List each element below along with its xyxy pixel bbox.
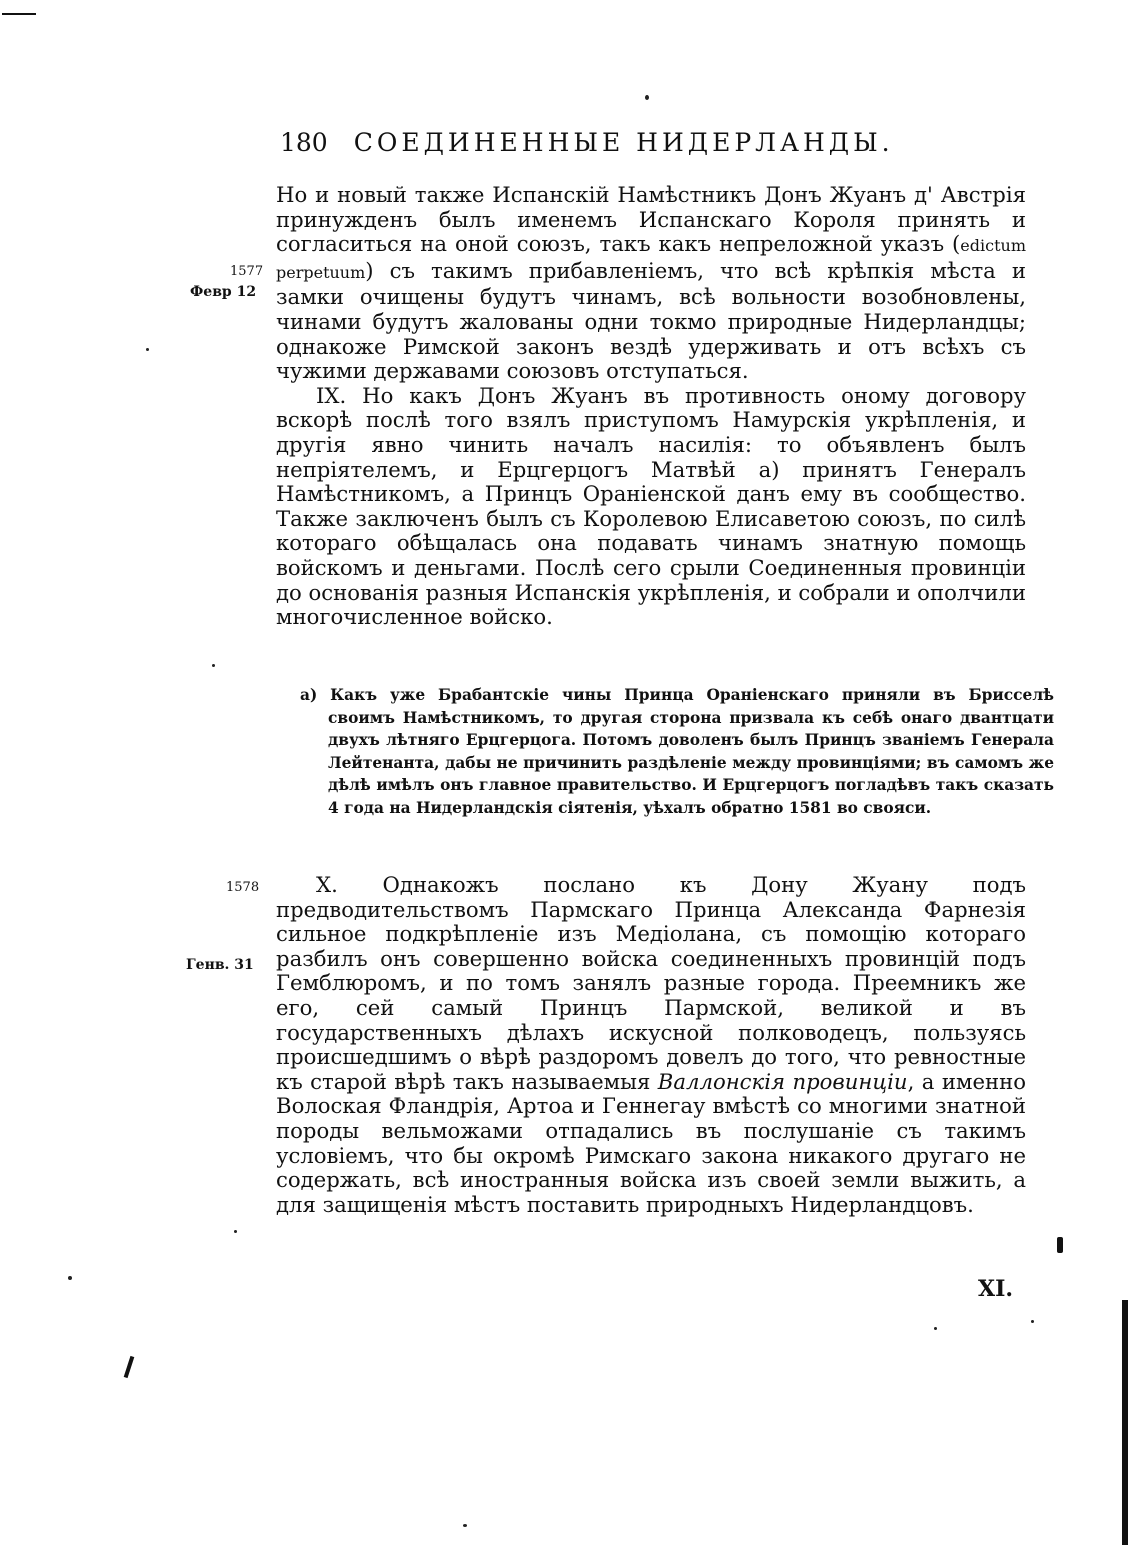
ink-mark <box>1057 1237 1063 1253</box>
margin-year-1577: 1577 <box>230 264 264 279</box>
main-text-block-continued <box>276 873 1026 1217</box>
italic-phrase: Валлонскiя провинцiи <box>657 1068 908 1094</box>
ink-speck <box>234 1230 237 1233</box>
margin-date-feb-12: Февр 12 <box>190 284 257 300</box>
margin-year-1578: 1578 <box>226 880 260 895</box>
paragraph-3: X. Однакожъ послано къ Дону Жуану подъ предводительствомъ Пармскаго Принца Александа Фарнезiя сильное подкрѣпленiе изъ Медiолана, съ помощiю котораго разбилъ онъ совершенно войска соединенныхъ провинцiй подъ Гемблюромъ, и по томъ занялъ разные города. Преемникъ же его, сей самый Принцъ Пармской, великой и въ государственныхъ дѣлахъ искусной полководецъ, пользуясь происшедшимъ о вѣрѣ раздоромъ довелъ до того, что ревностные къ старой вѣрѣ такъ называемыя Валлонскiя провинцiи, а именно Волоская Фландрiя, Артоа и Геннегау вмѣстѣ со многими знатной породы вельможами отпадались въ послушанiе съ такимъ условiемъ, что бы окромѣ Римскаго закона никакого другаго не содержать, всѣ иностранныя войска изъ своей земли выжить, а для защищенiя мѣстъ поставить природныхъ Нидерландцовъ. <box>276 872 1026 1217</box>
paragraph-2: IX. Но какъ Донъ Жуанъ въ противность оному договору вскорѣ послѣ того взялъ приступомъ Намурскiя укрѣпленiя, и другiя явно чинить началъ насилiя: то объявленъ былъ непрiятелемъ, и Ерцгерцогъ Матвѣй а) принятъ Генералъ Намѣстникомъ, а Принцъ Оранiенской данъ ему въ сообщество. Также заключенъ былъ съ Королевою Елисаветою союзъ, по силѣ котораго обѣщалась она подавать чинамъ знатную помощь войскомъ и деньгами. Послѣ сего срыли Соединенныя провинцiи до основанiя разныя Испанскiя укрѣпленiя, и собрали и ополчили многочисленное войско. <box>276 382 1026 630</box>
catchword: XI. <box>978 1276 1014 1302</box>
ink-mark <box>124 1356 135 1378</box>
ink-speck <box>68 1276 72 1280</box>
page-edge-shadow <box>1122 1300 1128 1545</box>
paragraph-1: Но и новый также Испанскiй Намѣстникъ Донъ Жуанъ д' Австрiя принужденъ былъ именемъ Испанскаго Короля принять и согласиться на оной союзъ, такъ какъ непреложной указъ (edictum perpetuum) съ такимъ прибавленiемъ, что всѣ крѣпкiя мѣста и замки очищены будутъ чинамъ, всѣ вольности возобновлены, чинами будутъ жалованы одни токмо природные Нидерландцы; однакоже Римской законъ вездѣ удерживать и отъ всѣхъ съ чужими державами союзовъ отступаться. <box>276 182 1026 384</box>
margin-date-jan-31: Генв. 31 <box>186 957 254 973</box>
header-title: СОЕДИНЕННЫЕ НИДЕРЛАНДЫ. <box>353 128 894 157</box>
ink-speck <box>934 1327 937 1330</box>
latin-phrase: edictum perpetuum <box>276 236 1026 282</box>
ink-speck <box>212 664 215 667</box>
footnote-a: а) Какъ уже Брабантскiе чины Принца Оранiенскаго приняли въ Брисселѣ своимъ Намѣстникомъ, то другая сторона призвала къ себѣ онаго двантцати двухъ лѣтняго Ерцгерцога. Потомъ доволенъ былъ Принцъ званiемъ Генерала Лейтенанта, дабы не причинить раздѣленiе между провинцiями; въ самомъ же дѣлѣ имѣлъ онъ главное правительство. И Ерцгерцогъ погладѣвъ такъ сказать 4 года на Нидерландскiя сiятенiя, уѣхалъ обратно 1581 во свояси. <box>300 686 1054 817</box>
main-text-block <box>276 183 1026 630</box>
running-header <box>280 128 970 157</box>
ink-speck <box>645 95 649 100</box>
ink-speck <box>146 348 149 351</box>
corner-mark <box>2 13 36 15</box>
ink-speck <box>1031 1320 1034 1323</box>
ink-speck <box>463 1524 467 1527</box>
page-number: 180 <box>280 128 328 157</box>
